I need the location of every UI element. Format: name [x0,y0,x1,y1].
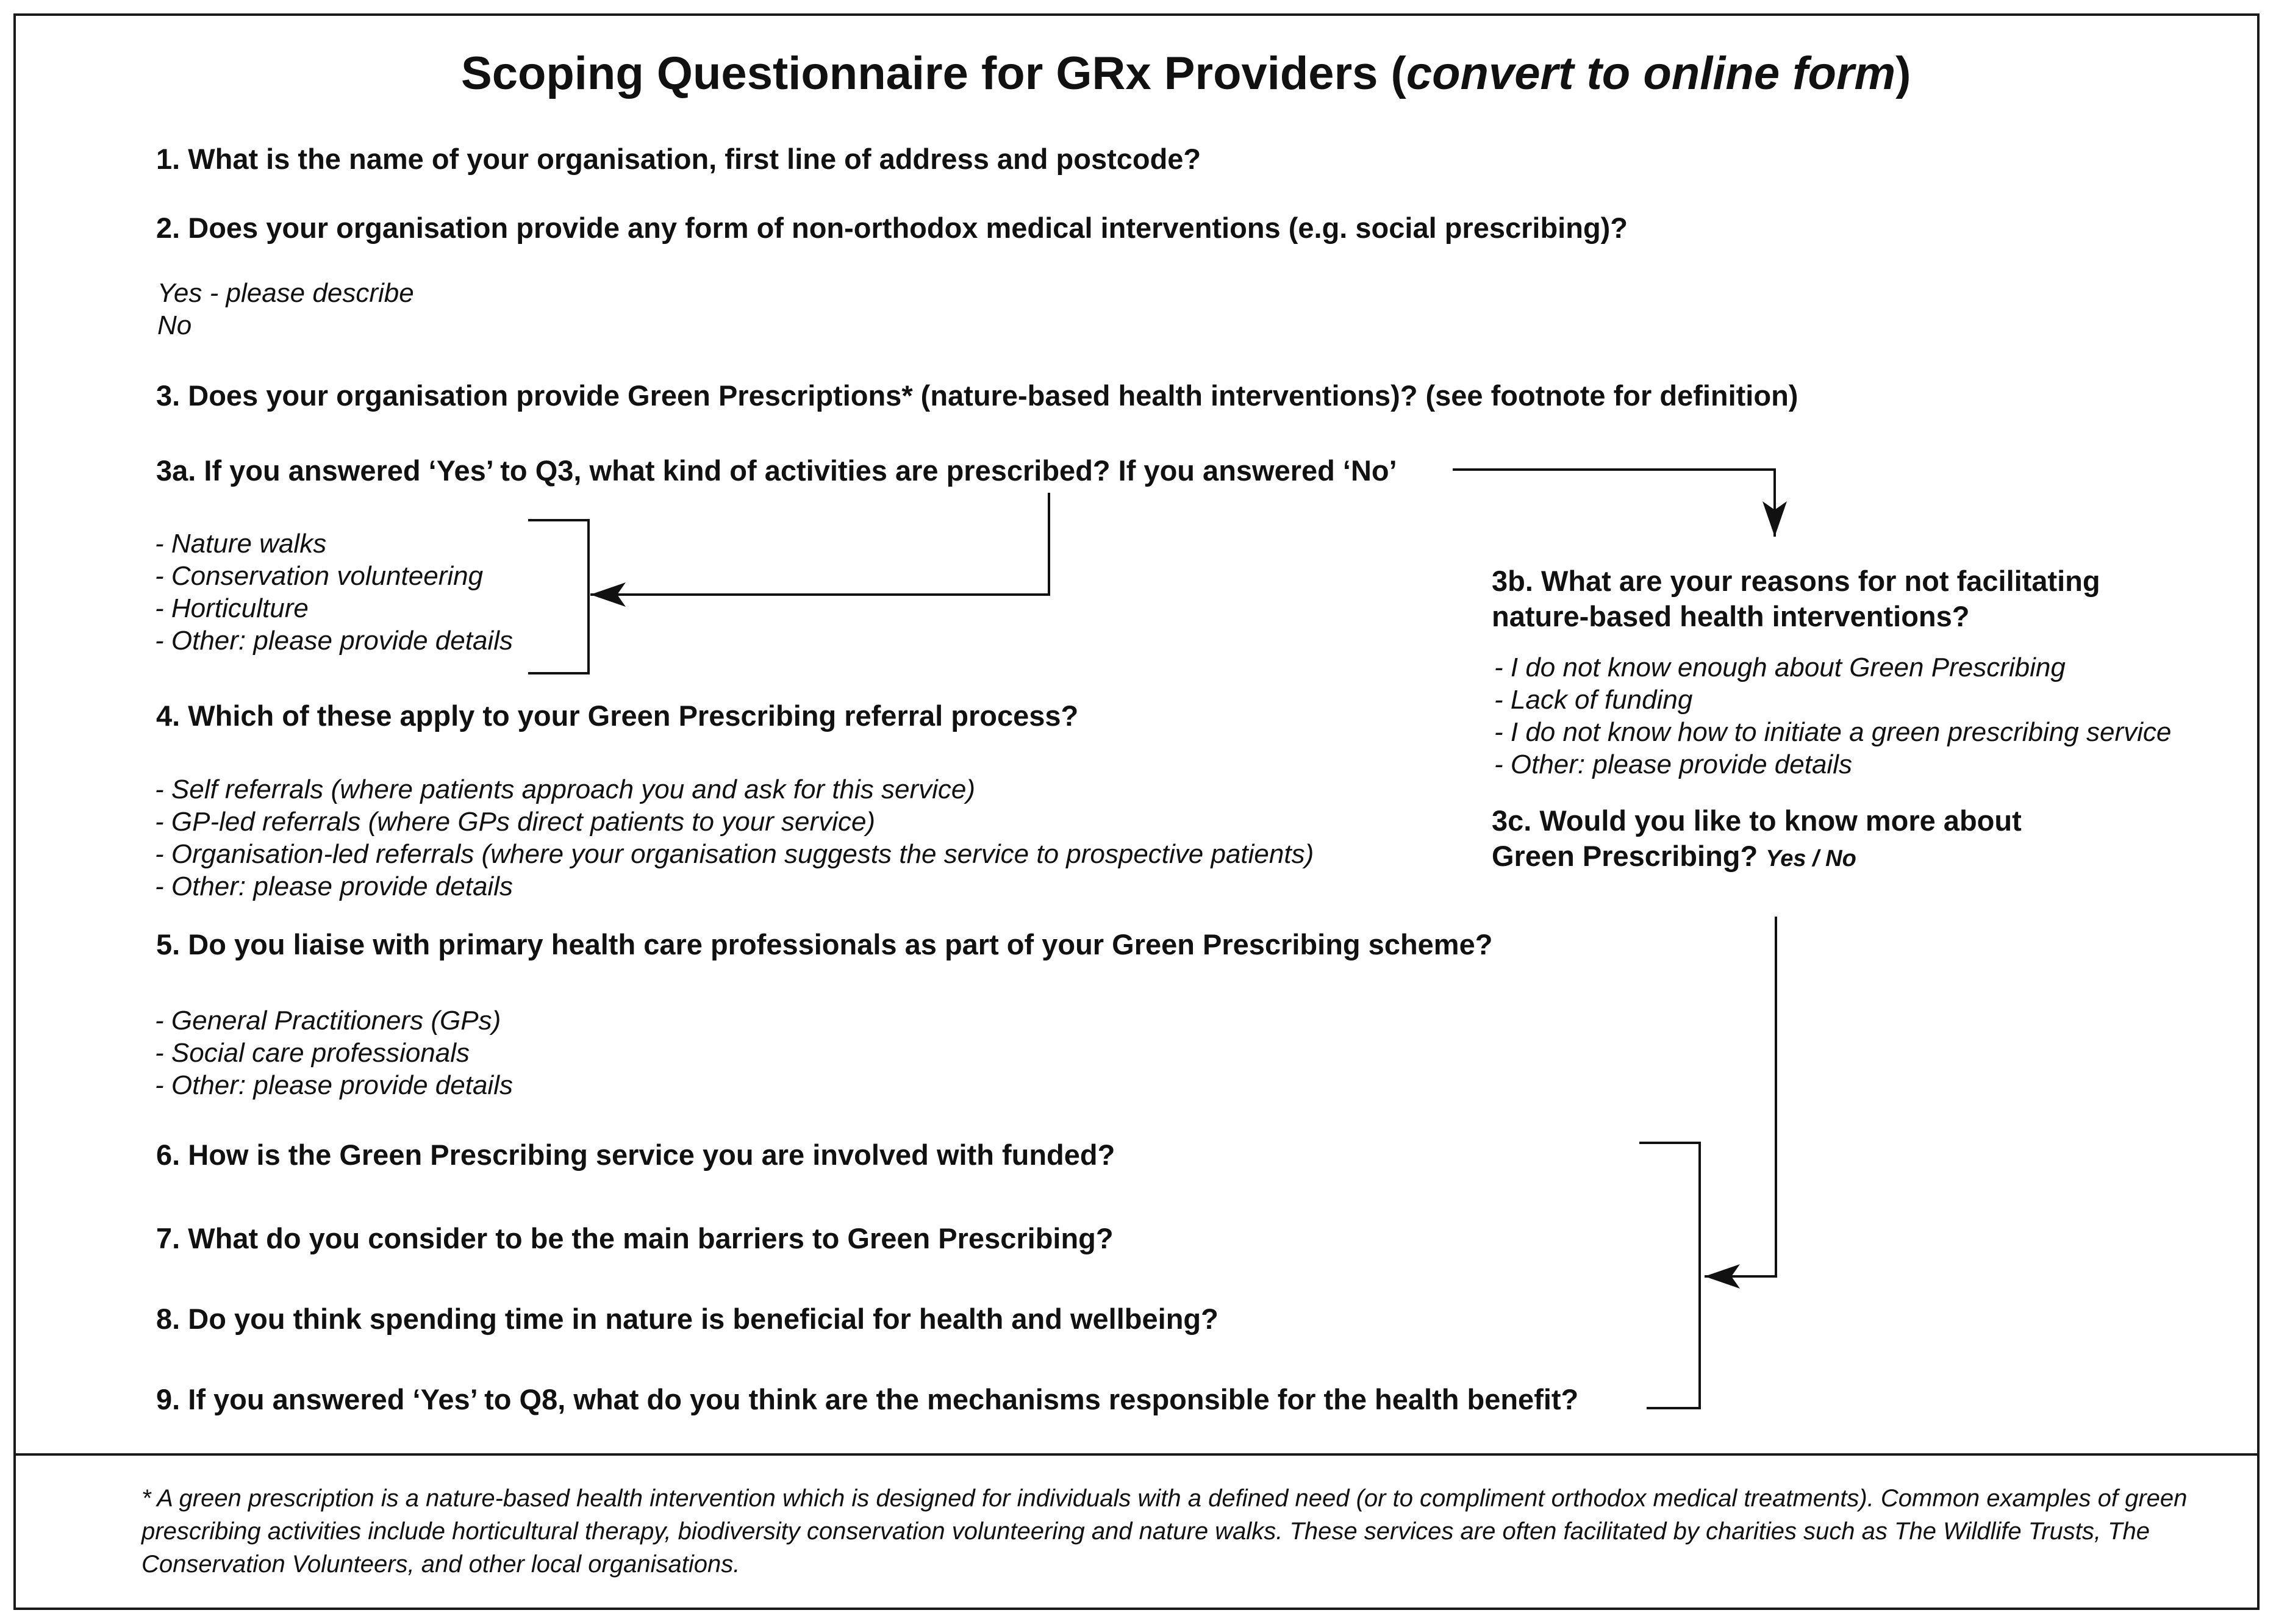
q3c-answer: Yes / No [1766,846,1856,871]
q5-option: - Social care professionals [155,1038,470,1068]
question-3b-line2: nature-based health interventions? [1492,600,1970,632]
question-3c-line1: 3c. Would you like to know more about [1492,804,2022,837]
question-3: 3. Does your organisation provide Green Prescriptions* (nature-based health interventions)? (see footnote for definition) [156,379,1798,412]
title-italic: convert to online form [1406,48,1896,99]
title-main: Scoping Questionnaire for GRx Providers ( [461,48,1406,99]
q4-option: - Organisation-led referrals (where your organisation suggests the service to prospective patients) [155,839,1314,869]
q3a-option: - Nature walks [155,529,327,559]
q4-option: - Other: please provide details [155,871,513,901]
q3b-option: - Lack of funding [1494,685,1693,715]
arrow-no-to-3b [1453,470,1775,537]
question-4: 4. Which of these apply to your Green Prescribing referral process? [156,699,1079,732]
q3a-option: - Conservation volunteering [155,561,484,591]
q3b-option: - I do not know enough about Green Prescribing [1494,653,2066,682]
q3c-text: Green Prescribing? [1492,840,1758,872]
question-3a: 3a. If you answered ‘Yes’ to Q3, what kind of activities are prescribed? If you answered ‘No’ [156,454,1397,487]
q3a-option: - Horticulture [155,593,309,623]
q5-option: - Other: please provide details [155,1070,513,1100]
question-7: 7. What do you consider to be the main barriers to Green Prescribing? [156,1222,1114,1254]
question-9: 9. If you answered ‘Yes’ to Q8, what do you think are the mechanisms responsible for the health benefit? [156,1383,1579,1415]
q5-option: - General Practitioners (GPs) [155,1006,501,1036]
q3b-option: - Other: please provide details [1494,749,1852,779]
q3a-option: - Other: please provide details [155,626,513,656]
question-1: 1. What is the name of your organisation, first line of address and postcode? [156,143,1201,175]
q2-option: Yes - please describe [157,278,414,308]
question-5: 5. Do you liaise with primary health care professionals as part of your Green Prescribing scheme? [156,928,1493,960]
arrow-yes-to-activities [590,493,1049,595]
q4-option: - GP-led referrals (where GPs direct patients to your service) [155,807,876,837]
question-6: 6. How is the Green Prescribing service you are involved with funded? [156,1139,1115,1171]
question-3b-line1: 3b. What are your reasons for not facilitating [1492,565,2100,597]
arrow-3c-to-q6-q9 [1705,917,1776,1276]
title-close: ) [1895,48,1911,99]
q3b-option: - I do not know how to initiate a green prescribing service [1494,717,2172,747]
footnote: * A green prescription is a nature-based health intervention which is designed for individuals with a defined need (or to compliment orthodox medical treatments). Common examples of green prescribing activities include horticultural therapy, biodiversity conservation volunteering and nature walks. These services are often facilitated by charities such as The Wildlife Trusts, The Conservation Volunteers, and other local organisations. [141,1485,2188,1578]
bracket-activities [528,520,589,673]
question-8: 8. Do you think spending time in nature is beneficial for health and wellbeing? [156,1303,1219,1335]
bracket-q6-q9 [1639,1143,1700,1408]
q4-option: - Self referrals (where patients approach you and ask for this service) [155,774,976,804]
q2-option: No [157,310,192,340]
question-2: 2. Does your organisation provide any form of non-orthodox medical interventions (e.g. social prescribing)? [156,212,1628,244]
